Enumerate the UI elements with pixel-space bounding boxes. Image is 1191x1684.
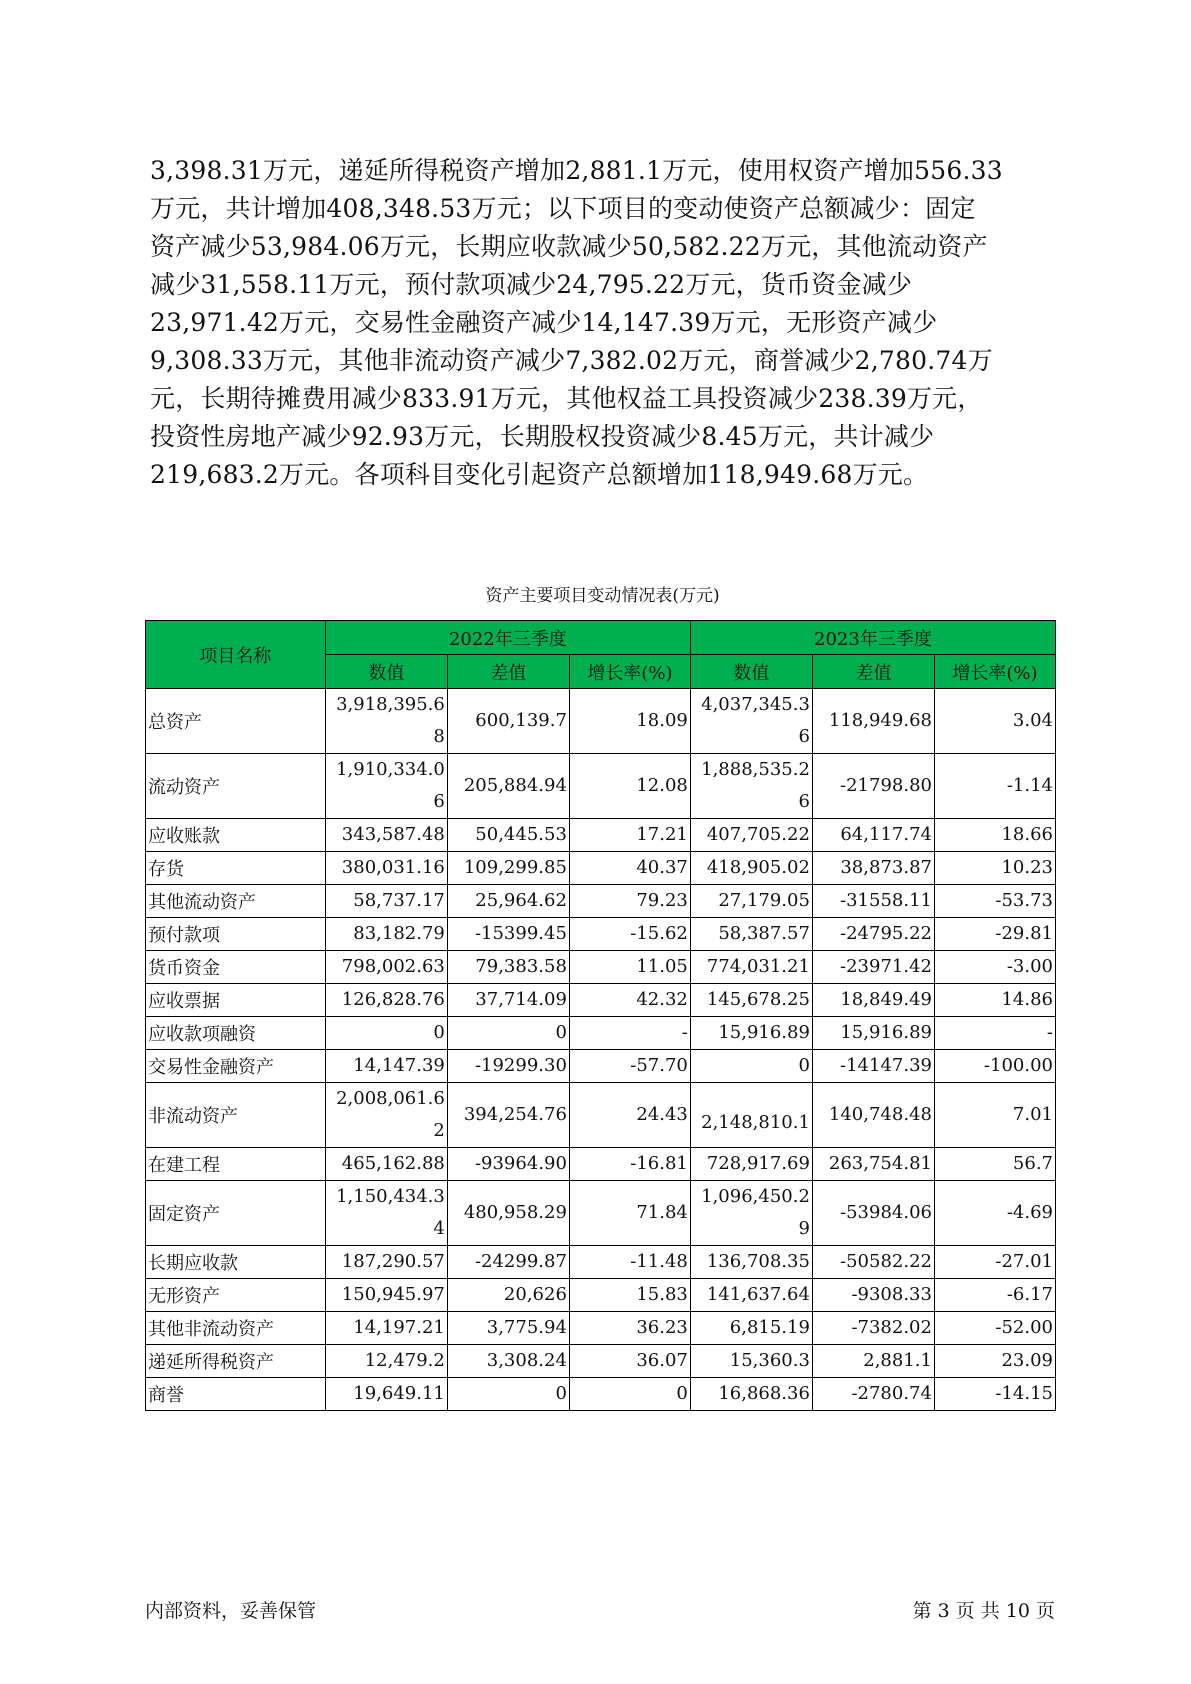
row-name: 商誉 [146,1378,326,1411]
cell-value-2022: 1,910,334.06 [325,754,447,819]
asset-change-table [145,620,1056,1411]
cell-value-2023: 27,179.05 [690,885,812,918]
cell-value-2022: 343,587.48 [325,819,447,852]
paragraph-line: 投资性房地产减少92.93万元，长期股权投资减少8.45万元，共计减少 [150,422,935,451]
cell-growth-2022: -16.81 [569,1148,690,1181]
cell-growth-2023: -53.73 [934,885,1055,918]
table-row [146,1378,1056,1411]
cell-diff-2023: 15,916.89 [812,1017,934,1050]
cell-growth-2023: 18.66 [934,819,1055,852]
cell-growth-2022: -57.70 [569,1050,690,1083]
cell-value-2023: 1,096,450.29 [690,1181,812,1246]
cell-value-2023: 4,037,345.36 [690,689,812,754]
cell-diff-2023: -7382.02 [812,1312,934,1345]
header-diff-2023: 差值 [812,655,934,689]
cell-growth-2023: 7.01 [934,1083,1055,1148]
paragraph-line: 减少31,558.11万元，预付款项减少24,795.22万元，货币资金减少 [150,270,913,299]
cell-growth-2023: - [934,1017,1055,1050]
cell-growth-2023: 56.7 [934,1148,1055,1181]
cell-diff-2023: -23971.42 [812,951,934,984]
cell-growth-2023: -4.69 [934,1181,1055,1246]
table-row [146,1312,1056,1345]
cell-growth-2022: 11.05 [569,951,690,984]
cell-diff-2022: 0 [447,1017,569,1050]
cell-growth-2022: - [569,1017,690,1050]
table-row [146,1017,1056,1050]
cell-diff-2022: 205,884.94 [447,754,569,819]
row-name: 应收账款 [146,819,326,852]
cell-value-2022: 187,290.57 [325,1246,447,1279]
cell-value-2023: 136,708.35 [690,1246,812,1279]
table-row [146,984,1056,1017]
table-row [146,1279,1056,1312]
header-value-2023: 数值 [690,655,812,689]
cell-diff-2022: -24299.87 [447,1246,569,1279]
body-paragraph [150,152,1055,494]
cell-value-2023: 774,031.21 [690,951,812,984]
table-caption: 资产主要项目变动情况表(万元) [485,586,720,606]
cell-value-2022: 126,828.76 [325,984,447,1017]
cell-value-2022: 465,162.88 [325,1148,447,1181]
row-name: 应收款项融资 [146,1017,326,1050]
row-name: 存货 [146,852,326,885]
cell-diff-2022: -19299.30 [447,1050,569,1083]
cell-value-2023: 1,888,535.26 [690,754,812,819]
cell-diff-2022: 25,964.62 [447,885,569,918]
cell-value-2022: 14,147.39 [325,1050,447,1083]
header-period-2022: 2022年三季度 [325,621,690,655]
row-name: 非流动资产 [146,1083,326,1148]
header-item-name: 项目名称 [146,621,326,689]
cell-growth-2022: -15.62 [569,918,690,951]
table-row [146,1181,1056,1246]
cell-value-2022: 0 [325,1017,447,1050]
cell-diff-2023: 263,754.81 [812,1148,934,1181]
cell-value-2023: 2,148,810.1 [690,1083,812,1148]
cell-growth-2022: 36.07 [569,1345,690,1378]
table-row [146,1050,1056,1083]
cell-diff-2023: 118,949.68 [812,689,934,754]
cell-growth-2023: -14.15 [934,1378,1055,1411]
row-name: 流动资产 [146,754,326,819]
row-name: 总资产 [146,689,326,754]
cell-diff-2023: -50582.22 [812,1246,934,1279]
table-row [146,885,1056,918]
cell-diff-2023: -14147.39 [812,1050,934,1083]
cell-growth-2022: 0 [569,1378,690,1411]
table-row [146,689,1056,754]
cell-growth-2022: 40.37 [569,852,690,885]
cell-diff-2022: 480,958.29 [447,1181,569,1246]
cell-diff-2023: -24795.22 [812,918,934,951]
row-name: 交易性金融资产 [146,1050,326,1083]
cell-value-2022: 1,150,434.34 [325,1181,447,1246]
row-name: 其他流动资产 [146,885,326,918]
cell-diff-2022: 50,445.53 [447,819,569,852]
header-value-2022: 数值 [325,655,447,689]
cell-value-2023: 145,678.25 [690,984,812,1017]
footer-confidential-note: 内部资料，妥善保管 [145,1600,317,1622]
footer-page-number: 第 3 页 共 10 页 [912,1600,1055,1622]
cell-growth-2023: 10.23 [934,852,1055,885]
cell-growth-2022: 71.84 [569,1181,690,1246]
cell-growth-2022: -11.48 [569,1246,690,1279]
cell-value-2023: 418,905.02 [690,852,812,885]
cell-growth-2022: 79.23 [569,885,690,918]
cell-growth-2022: 15.83 [569,1279,690,1312]
cell-diff-2023: 18,849.49 [812,984,934,1017]
cell-diff-2023: -53984.06 [812,1181,934,1246]
cell-value-2022: 798,002.63 [325,951,447,984]
cell-diff-2023: -21798.80 [812,754,934,819]
row-name: 预付款项 [146,918,326,951]
cell-growth-2022: 18.09 [569,689,690,754]
row-name: 应收票据 [146,984,326,1017]
cell-value-2022: 14,197.21 [325,1312,447,1345]
cell-diff-2023: -2780.74 [812,1378,934,1411]
paragraph-line: 元，长期待摊费用减少833.91万元，其他权益工具投资减少238.39万元， [150,384,983,413]
cell-diff-2023: 38,873.87 [812,852,934,885]
header-period-2023: 2023年三季度 [690,621,1055,655]
cell-growth-2022: 24.43 [569,1083,690,1148]
table-row [146,1148,1056,1181]
table-row [146,918,1056,951]
cell-diff-2022: 20,626 [447,1279,569,1312]
cell-growth-2023: 23.09 [934,1345,1055,1378]
cell-diff-2022: 37,714.09 [447,984,569,1017]
cell-value-2023: 16,868.36 [690,1378,812,1411]
cell-diff-2023: 140,748.48 [812,1083,934,1148]
row-name: 其他非流动资产 [146,1312,326,1345]
paragraph-line: 23,971.42万元，交易性金融资产减少14,147.39万元，无形资产减少 [150,308,938,337]
table-row [146,754,1056,819]
table-row [146,819,1056,852]
table-row [146,852,1056,885]
cell-growth-2022: 17.21 [569,819,690,852]
cell-value-2022: 3,918,395.68 [325,689,447,754]
cell-diff-2023: -9308.33 [812,1279,934,1312]
cell-growth-2022: 12.08 [569,754,690,819]
row-name: 货币资金 [146,951,326,984]
cell-growth-2022: 42.32 [569,984,690,1017]
cell-diff-2022: 0 [447,1378,569,1411]
row-name: 长期应收款 [146,1246,326,1279]
cell-growth-2023: 3.04 [934,689,1055,754]
cell-value-2023: 58,387.57 [690,918,812,951]
cell-growth-2023: -1.14 [934,754,1055,819]
table-row [146,1345,1056,1378]
row-name: 递延所得税资产 [146,1345,326,1378]
cell-diff-2023: -31558.11 [812,885,934,918]
cell-value-2022: 150,945.97 [325,1279,447,1312]
cell-growth-2023: -3.00 [934,951,1055,984]
cell-value-2022: 12,479.2 [325,1345,447,1378]
paragraph-line: 3,398.31万元，递延所得税资产增加2,881.1万元，使用权资产增加556.33 [150,156,1003,185]
cell-growth-2023: -27.01 [934,1246,1055,1279]
cell-diff-2022: -93964.90 [447,1148,569,1181]
cell-value-2023: 0 [690,1050,812,1083]
row-name: 在建工程 [146,1148,326,1181]
cell-diff-2023: 64,117.74 [812,819,934,852]
cell-value-2023: 141,637.64 [690,1279,812,1312]
cell-diff-2022: 600,139.7 [447,689,569,754]
cell-growth-2023: 14.86 [934,984,1055,1017]
cell-value-2022: 83,182.79 [325,918,447,951]
cell-value-2023: 6,815.19 [690,1312,812,1345]
table-row [146,1246,1056,1279]
paragraph-line: 219,683.2万元。各项科目变化引起资产总额增加118,949.68万元。 [150,460,929,489]
cell-diff-2022: 79,383.58 [447,951,569,984]
table-row [146,951,1056,984]
cell-value-2022: 2,008,061.62 [325,1083,447,1148]
cell-growth-2022: 36.23 [569,1312,690,1345]
row-name: 固定资产 [146,1181,326,1246]
cell-diff-2022: 109,299.85 [447,852,569,885]
cell-value-2023: 407,705.22 [690,819,812,852]
cell-growth-2023: -6.17 [934,1279,1055,1312]
cell-diff-2022: 394,254.76 [447,1083,569,1148]
cell-diff-2022: 3,308.24 [447,1345,569,1378]
cell-growth-2023: -52.00 [934,1312,1055,1345]
cell-value-2023: 728,917.69 [690,1148,812,1181]
header-growth-2023: 增长率(%) [934,655,1055,689]
cell-value-2022: 58,737.17 [325,885,447,918]
cell-diff-2023: 2,881.1 [812,1345,934,1378]
cell-diff-2022: 3,775.94 [447,1312,569,1345]
paragraph-line: 资产减少53,984.06万元，长期应收款减少50,582.22万元，其他流动资产 [150,232,988,261]
cell-value-2023: 15,360.3 [690,1345,812,1378]
paragraph-line: 9,308.33万元，其他非流动资产减少7,382.02万元，商誉减少2,780.74万 [150,346,993,375]
cell-value-2023: 15,916.89 [690,1017,812,1050]
cell-growth-2023: -100.00 [934,1050,1055,1083]
cell-value-2022: 380,031.16 [325,852,447,885]
header-diff-2022: 差值 [447,655,569,689]
cell-value-2022: 19,649.11 [325,1378,447,1411]
cell-growth-2023: -29.81 [934,918,1055,951]
header-growth-2022: 增长率(%) [569,655,690,689]
table-row [146,1083,1056,1148]
row-name: 无形资产 [146,1279,326,1312]
cell-diff-2022: -15399.45 [447,918,569,951]
paragraph-line: 万元，共计增加408,348.53万元；以下项目的变动使资产总额减少：固定 [150,194,976,223]
